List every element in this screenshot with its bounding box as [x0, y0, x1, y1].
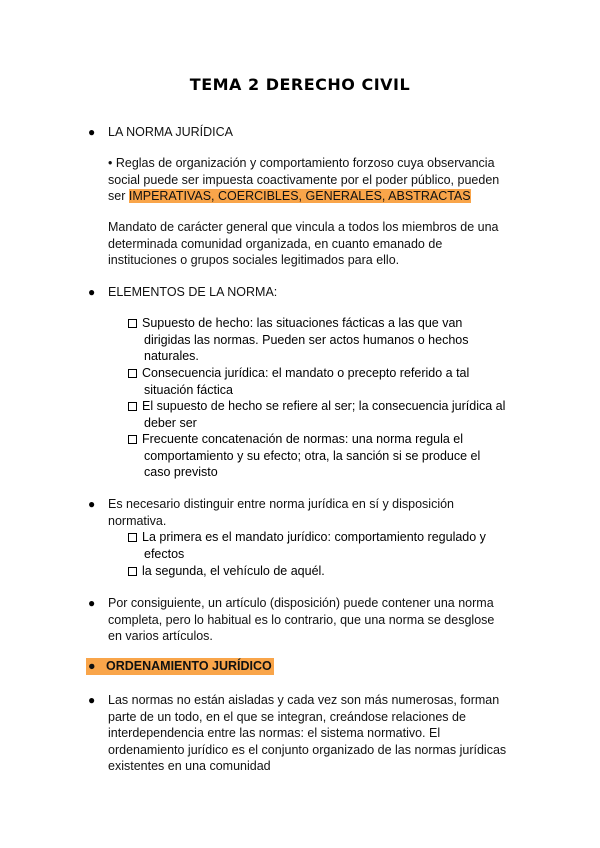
- section-heading-norma-juridica: LA NORMA JURÍDICA: [108, 125, 234, 139]
- section-heading-ordenamiento: ● ORDENAMIENTO JURÍDICO: [88, 659, 272, 673]
- checkbox-icon: [128, 435, 137, 444]
- bullet-icon: ●: [88, 596, 96, 610]
- list-item: Consecuencia jurídica: el mandato o precepto referido a tal situación fáctica: [128, 365, 469, 398]
- list-item: la segunda, el vehículo de aquél.: [128, 563, 325, 580]
- bullet-icon: ●: [88, 693, 96, 707]
- checkbox-icon: [128, 567, 137, 576]
- ordenamiento-paragraph: Las normas no están aisladas y cada vez son más numerosas, forman parte de un todo, en el que se integran, creándose relaciones de interdependencia entre las normas: el sistema normativo. El ordenamiento jurídico es el conjunto organizado de las normas jurídicas existentes en una comunidad: [108, 693, 507, 773]
- checkbox-icon: [128, 533, 137, 542]
- distinction-paragraph: Es necesario distinguir entre norma jurídica en sí y disposición normativa.: [108, 497, 455, 528]
- list-item: Supuesto de hecho: las situaciones fácticas a las que van dirigidas las normas. Pueden ser actos humanos o hechos naturales.: [128, 315, 469, 365]
- highlighted-characteristics: IMPERATIVAS, COERCIBLES, GENERALES, ABSTRACTAS: [128, 189, 471, 203]
- article-paragraph: Por consiguiente, un artículo (disposición) puede contener una norma completa, pero lo habitual es lo contrario, que una norma se desglose en varios artículos.: [108, 596, 495, 643]
- section-heading-elementos: ELEMENTOS DE LA NORMA:: [108, 285, 278, 299]
- bullet-icon: ●: [88, 497, 96, 511]
- bullet-icon: ●: [88, 285, 96, 299]
- checkbox-icon: [128, 369, 137, 378]
- bullet-icon: ●: [88, 659, 96, 673]
- definition-paragraph: • Reglas de organización y comportamiento forzoso cuya observancia social puede ser impuesta coactivamente por el poder público, pueden ser IMPERATIVAS, COERCIBLES, GENERALES, ABSTRACTAS: [108, 156, 500, 203]
- checkbox-icon: [128, 319, 137, 328]
- list-item: La primera es el mandato jurídico: comportamiento regulado y efectos: [128, 529, 486, 562]
- list-item: El supuesto de hecho se refiere al ser; la consecuencia jurídica al deber ser: [128, 398, 505, 431]
- list-item: Frecuente concatenación de normas: una norma regula el comportamiento y su efecto; otra, la sanción si se produce el caso previsto: [128, 431, 480, 481]
- checkbox-icon: [128, 402, 137, 411]
- mandate-paragraph: Mandato de carácter general que vincula a todos los miembros de una determinada comunidad organizada, en cuanto emanado de instituciones o grupos sociales legitimados para ello.: [108, 220, 499, 267]
- bullet-icon: ●: [88, 125, 96, 139]
- page-title: TEMA 2 DERECHO CIVIL: [189, 75, 411, 94]
